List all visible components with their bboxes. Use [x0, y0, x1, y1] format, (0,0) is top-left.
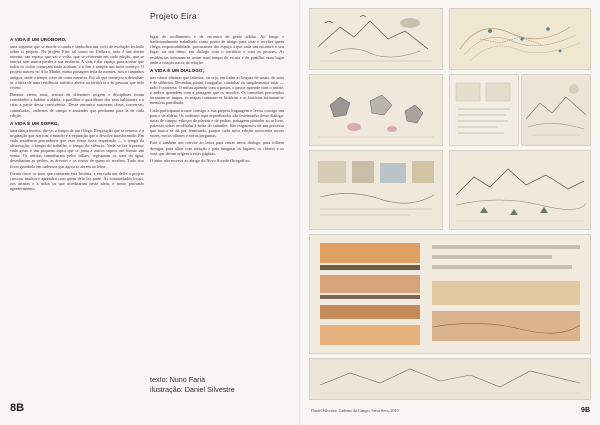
page-title: Projeto Eira	[150, 11, 197, 21]
section-heading: A VIDA É UM URÓBORO,	[10, 37, 67, 42]
illustration-credit: ilustração: Daniel Silvestre	[150, 384, 235, 394]
paragraph: lugar de acolhimento e de encontro de gente adulta. Ao longo e tradicionalmente trabalhado como ponto de abrigo para criar e receber quem chega, responsabilidade, procuramos dar espaço a que cada um encontre o seu lugar, ao seu ritmo, em diálogo com o território e com as pessoas. As residências tornaram-se assim num tempo de escuta e de partilha, num lugar onde a criação nasce da relação.	[150, 34, 284, 65]
text-credit: texto: Nuno Faria	[150, 375, 206, 384]
page-number-left: 8B	[10, 402, 25, 414]
right-page	[301, 0, 600, 425]
credits	[150, 375, 235, 394]
text-column-2	[150, 34, 284, 165]
page-number-right: 9B	[581, 407, 590, 414]
sketch-landscape-large	[449, 150, 591, 230]
sketch-landscape-small	[521, 74, 591, 146]
sketch-stones	[309, 74, 443, 146]
section-heading: A VIDA É UM SOPRO,	[10, 120, 59, 126]
sketch-topographic-map	[449, 8, 591, 70]
image-caption: Daniel Silvestre, Caderno de Campo, Serra Seca, 2019.	[311, 408, 400, 413]
sketch-orange-strips	[309, 234, 591, 354]
paragraph: uma serpente que se morde a cauda e simboliza um ciclo de evolução fechado sobre si próprio. No projeto Eira, tal como no Uróboro, tudo é um eterno retorno; um espaço que vai e volta, que se reinventa em cada edição, que se renova sem nunca perder a sua essência. A vida é dar espaço para aceitar que todos os ciclos começam onde acabam, e o fim é sempre um novo começo. O projeto nasceu no Alto Minho, numa paisagem feita de montes, rios e caminhos antigos, onde o tempo corre de outra maneira. Foi ali que começou a desenhar-se a ideia de uma residência artística aberta ao território e às pessoas que nele vivem.	[10, 43, 144, 90]
sketch-notebook-notes	[449, 74, 519, 146]
text-column-1	[10, 34, 144, 193]
sketch-bottom-strip	[309, 358, 591, 400]
section-heading: A VIDA É UM DIÁLOGO,	[150, 67, 204, 73]
paragraph: Durante vários anos, artistas de diferentes origens e disciplinas foram convidados a habitar a aldeia, a partilhar o quotidiano dos seus habitantes e a criar a partir dessa convivência. Desse encontro nasceram obras, conversas, caminhadas, cadernos de campo e amizades que perduram para lá de cada edição.	[10, 92, 144, 118]
sketch-mountain-birds	[309, 8, 443, 70]
paragraph: Cada participante trouxe consigo a sua própria linguagem e levou consigo um pouco da aldeia. Os cadernos aqui reproduzidos são testemunho desse diálogo: notas de campo, esboços de plantas e de pedras, paisagens pintadas ao ar livre, palavras soltas recolhidas à beira do caminho. São fragmentos de um processo que nunca se dá por terminado, porque cada nova edição acrescenta novas vozes, novos olhares e novas perguntas.	[150, 107, 284, 139]
paragraph: Este é também um convite ao leitor para entrar nesse diálogo, para folhear devagar, para olhar com atenção e para imaginar os lugares, os cheiros e os sons que deram origem a estas páginas.	[150, 140, 284, 156]
paragraph: nos vários idiomas que falamos, ou seja, em todas as línguas de sinais, de sons e de silêncios. Desenhar, pintar, fotografar, caminhar ou simplesmente estar — tudo é conversa. O artista aprende com o pastor, o pastor aprende com o artista, e ambos aprendem com a paisagem que os envolve. Os caminhos percorridos tornaram-se mapas, os mapas tornaram-se histórias e as histórias tornaram-se memória partilhada.	[150, 74, 284, 106]
closing-note: O autor não escreve ao abrigo do Novo Acordo Ortográfico.	[150, 157, 251, 163]
sketch-watercolour-scraps	[309, 150, 443, 230]
paragraph: Foram cinco os anos que contaram esta história, e em cada um deles o projeto cresceu, mudou e aprendeu com quem dele fez parte. Às comunidades locais, aos artistas e a todos os que acreditaram nesta ideia, o nosso profundo agradecimento.	[10, 170, 144, 192]
paragraph: uma dança incerta, diz-se, o tempo de um fôlego. Respiração que se renova: é a inspiração que nos traz o mundo e a expiração que o devolve transformado. Em cada residência procurámos que esse ritmo fosse respeitado — o tempo da observação, o tempo do trabalho, o tempo do silêncio. Nada se faz à pressa: cada gesto é um pequeno sopro que se junta a outros sopros até formar um vento. Os artistas caminharam pelos trilhos, registaram os sons da água, desenharam as pedras, as árvores e os rostos de quem os recebeu. Tudo isso ficou guardado em cadernos que agora se abrem ao leitor.	[10, 127, 144, 169]
